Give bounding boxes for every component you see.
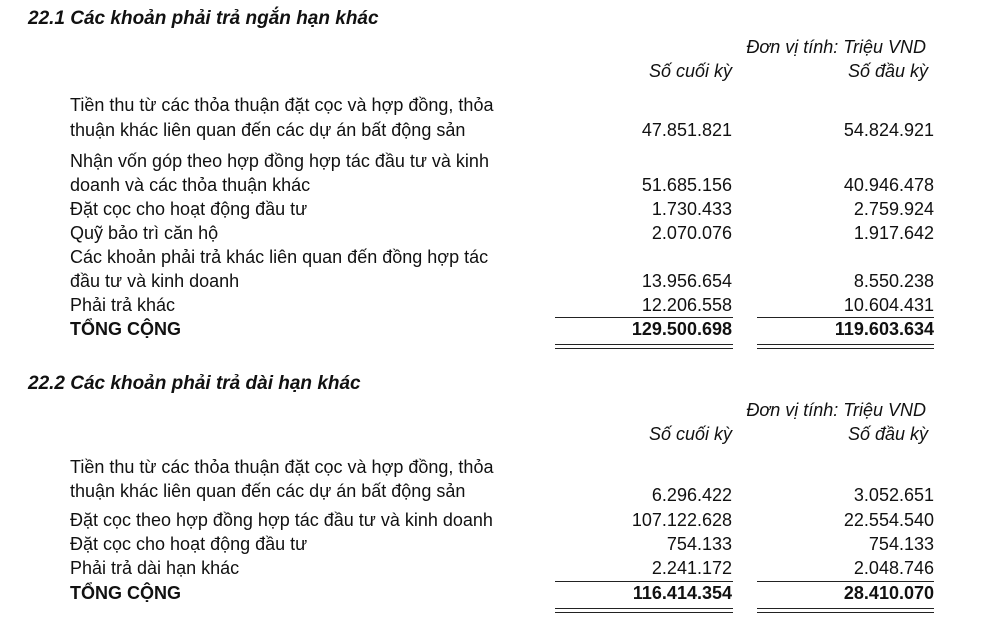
subtotal-rule [757,581,934,582]
total-end-period: 116.414.354 [632,583,732,603]
row-label-line1: Tiền thu từ các thỏa thuận đặt cọc và hợp đồng, thỏa [70,457,494,477]
column-header-begin-period: Số đầu kỳ [847,61,928,81]
total-double-rule [757,344,934,349]
value-end-period: 754.133 [666,534,732,554]
subtotal-rule [757,317,934,318]
total-begin-period: 119.603.634 [834,319,934,339]
total-double-rule [757,608,934,613]
value-end-period: 2.241.172 [651,558,732,578]
row-label-line2: thuận khác liên quan đến các dự án bất động sản [70,481,466,501]
row-label: Đặt cọc cho hoạt động đầu tư [70,534,308,554]
total-label: TỔNG CỘNG [70,583,181,603]
total-begin-period: 28.410.070 [843,583,934,603]
row-label: Phải trả dài hạn khác [70,558,240,578]
column-header-end-period: Số cuối kỳ [648,424,732,444]
subtotal-rule [555,317,733,318]
unit-note: Đơn vị tính: Triệu VND [746,400,926,420]
value-end-period: 1.730.433 [651,199,732,219]
row-label-line2: đầu tư và kinh doanh [70,271,240,291]
value-begin-period: 1.917.642 [853,223,934,243]
value-end-period: 13.956.654 [641,271,732,291]
unit-note: Đơn vị tính: Triệu VND [746,37,926,57]
value-begin-period: 754.133 [868,534,934,554]
total-end-period: 129.500.698 [631,319,732,339]
value-begin-period: 3.052.651 [853,485,934,505]
row-label-line2: thuận khác liên quan đến các dự án bất động sản [70,120,466,140]
column-header-begin-period: Số đầu kỳ [847,424,928,444]
row-label-line1: Tiền thu từ các thỏa thuận đặt cọc và hợp đồng, thỏa [70,95,494,115]
row-label: Đặt cọc theo hợp đồng hợp tác đầu tư và kinh doanh [70,510,493,530]
value-begin-period: 40.946.478 [843,175,934,195]
value-end-period: 47.851.821 [641,120,732,140]
subtotal-rule [555,581,733,582]
column-header-end-period: Số cuối kỳ [648,61,732,81]
value-end-period: 51.685.156 [641,175,732,195]
row-label: Quỹ bảo trì căn hộ [70,223,219,243]
row-label-line1: Nhận vốn góp theo hợp đồng hợp tác đầu tư và kinh [70,151,489,171]
row-label: Phải trả khác [70,295,176,315]
value-end-period: 2.070.076 [651,223,732,243]
value-begin-period: 54.824.921 [843,120,934,140]
value-end-period: 12.206.558 [641,295,732,315]
value-begin-period: 8.550.238 [853,271,934,291]
value-begin-period: 22.554.540 [843,510,934,530]
total-double-rule [555,608,733,613]
value-end-period: 6.296.422 [651,485,732,505]
row-label-line2: doanh và các thỏa thuận khác [70,175,311,195]
row-label: Đặt cọc cho hoạt động đầu tư [70,199,308,219]
total-double-rule [555,344,733,349]
row-label-line1: Các khoản phải trả khác liên quan đến đồng hợp tác [70,247,489,267]
value-begin-period: 2.048.746 [853,558,934,578]
total-label: TỔNG CỘNG [70,319,181,339]
value-begin-period: 2.759.924 [853,199,934,219]
section-title: 22.1 Các khoản phải trả ngắn hạn khác [28,8,379,29]
value-end-period: 107.122.628 [631,510,732,530]
value-begin-period: 10.604.431 [843,295,934,315]
section-title: 22.2 Các khoản phải trả dài hạn khác [28,373,361,394]
